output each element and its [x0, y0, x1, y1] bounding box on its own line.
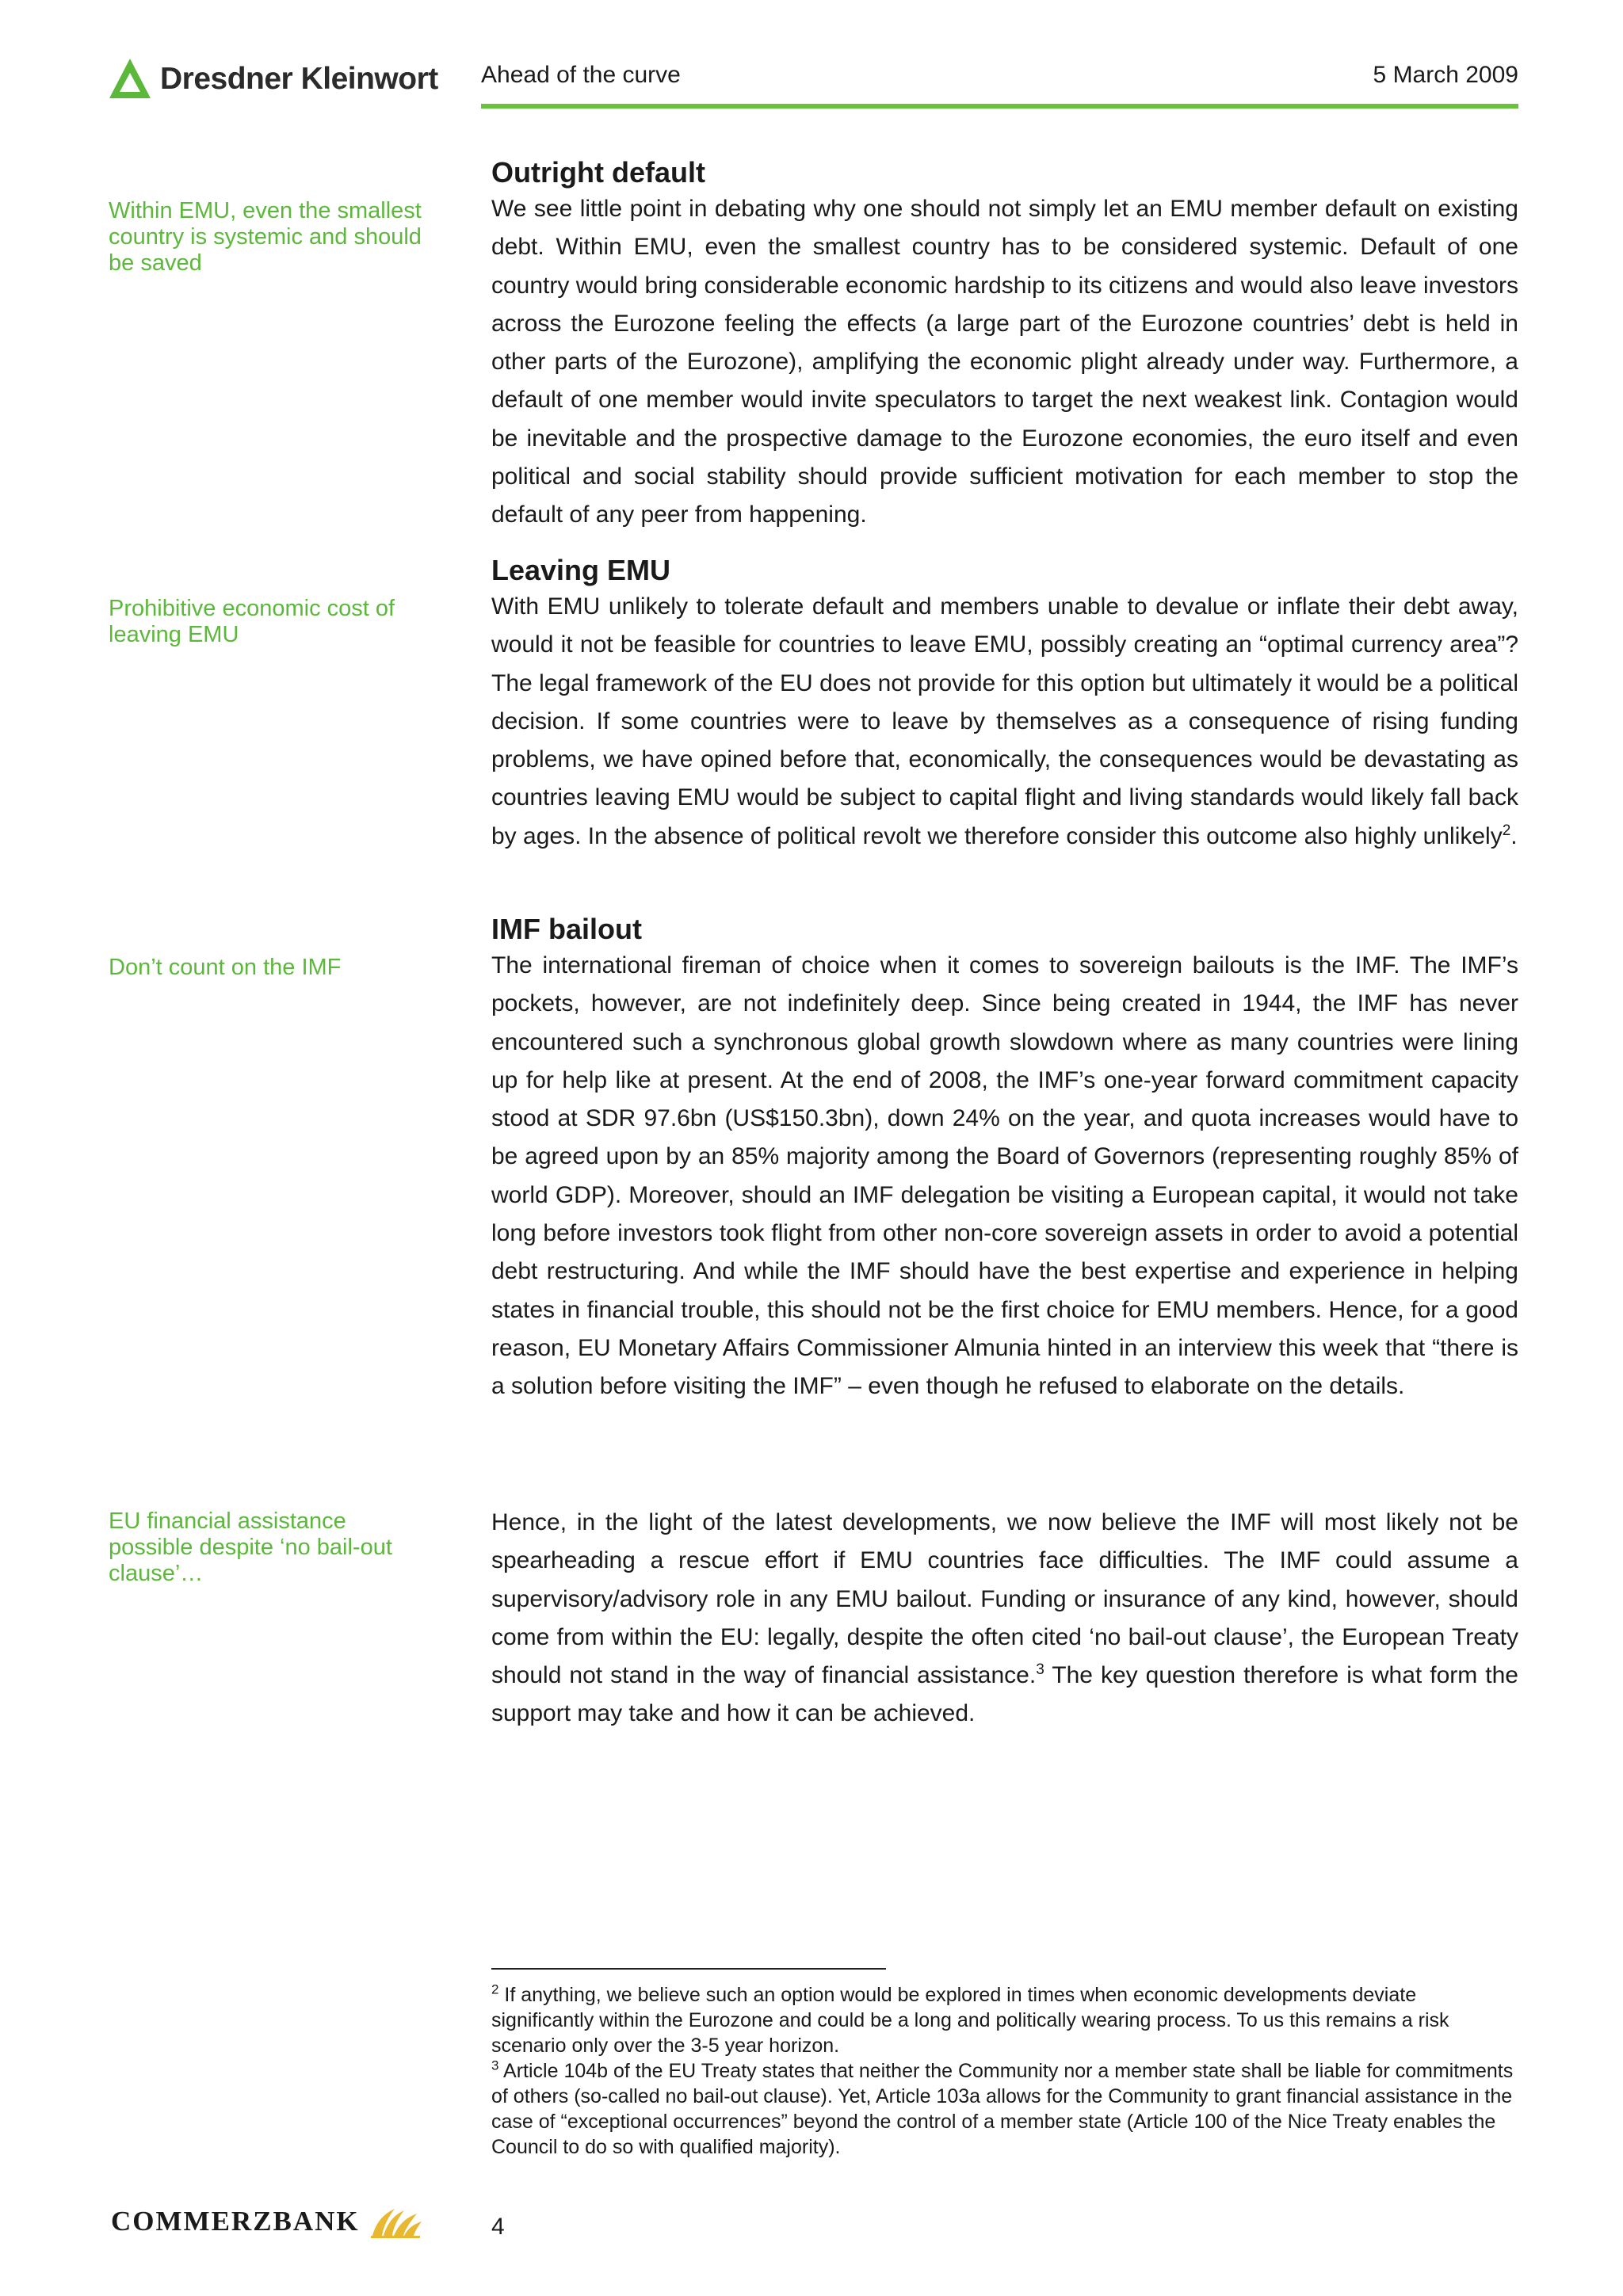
footnote-ref[interactable]: 3 — [1036, 1661, 1044, 1679]
commerzbank-ribbon-icon — [368, 2204, 423, 2239]
footnote-item — [491, 1982, 1518, 2058]
section-leaving-emu — [491, 553, 1518, 856]
footnote-text: If anything, we believe such an option would be explored in times when economic developments deviate significantly within the Eurozone and could be a long and politically wearing process. To us this remains a risk scenario only over the 3-5 year horizon. — [491, 1984, 1449, 2057]
document-title: Ahead of the curve — [481, 62, 681, 88]
brand-name: Dresdner Kleinwort — [160, 62, 438, 96]
body-text-end: The key question therefore is what form the support may take and how it can be achieved. — [491, 1662, 1518, 1727]
sidenote-systemic: Within EMU, even the smallest country is systemic and should be saved — [109, 198, 422, 276]
document-date: 5 March 2009 — [1373, 62, 1518, 88]
body-text: With EMU unlikely to tolerate default and members unable to devalue or inflate their debt away, would it not be feasible for countries to leave EMU, possibly creating an “optimal currency area”? The legal framework of the EU does not provide for this option but ultimately it would be a political decision. If some countries were to leave by themselves as a consequence of rising funding problems, we have opined before that, economically, the consequences would be devastating as countries leaving EMU would be subject to capital flight and living standards would likely fall back by ages. In the absence of political revolt we therefore consider this outcome also highly unlikely — [491, 593, 1518, 849]
body-text: Hence, in the light of the latest developments, we now believe the IMF will most likely not be spearheading a rescue effort if EMU countries face difficulties. The IMF could assume a supervisory/advisory role in any EMU bailout. Funding or insurance of any kind, however, should come from within the EU: legally, despite the often cited ‘no bail-out clause’, the European Treaty should not stand in the way of financial assistance. — [491, 1509, 1518, 1689]
section-body — [491, 588, 1518, 856]
footnote-item — [491, 2058, 1518, 2160]
sidenote-imf: Don’t count on the IMF — [109, 955, 342, 980]
page-number: 4 — [491, 2214, 505, 2240]
header-divider — [481, 104, 1518, 109]
section-body — [491, 1504, 1518, 1733]
section-imf-bailout — [491, 912, 1518, 1406]
sidenote-leaving-emu: Prohibitive economic cost of leaving EMU — [109, 596, 395, 647]
footnote-number: 3 — [491, 2058, 499, 2073]
section-heading: Outright default — [491, 156, 705, 189]
commerzbank-logo — [111, 2204, 423, 2239]
body-text-end: . — [1510, 822, 1518, 849]
section-heading: Leaving EMU — [491, 554, 671, 586]
dresdner-kleinwort-logo — [108, 57, 438, 101]
dresdner-logo-icon — [108, 57, 152, 101]
section-eu-assistance — [491, 1504, 1518, 1733]
section-body: We see little point in debating why one should not simply let an EMU member default on existing debt. Within EMU, even the smallest country has to be considered systemic. Default of one country would bring considerable economic hardship to its citizens and would also leave investors across the Eurozone feeling the effects (a large part of the Eurozone countries’ debt is held in other parts of the Eurozone), amplifying the economic plight already under way. Furthermore, a default of one member would invite speculators to target the next weakest link. Contagion would be inevitable and the prospective damage to the Eurozone economies, the euro itself and even political and social stability should provide sufficient motivation for each member to stop the default of any peer from happening. — [491, 196, 1518, 528]
section-heading: IMF bailout — [491, 913, 642, 945]
sidenote-eu-assistance: EU financial assistance possible despite ‘no bail-out clause’… — [109, 1508, 392, 1586]
footnotes — [491, 1982, 1518, 2160]
footnote-ref[interactable]: 2 — [1502, 822, 1511, 839]
footnote-text: Article 104b of the EU Treaty states that neither the Community nor a member state shall be liable for commitments of others (so-called no bail-out clause). Yet, Article 103a allows for the Community to grant financial assistance in the case of “exceptional occurrences” beyond the control of a member state (Article 100 of the Nice Treaty enables the Council to do so with qualified majority). — [491, 2060, 1514, 2158]
section-outright-default — [491, 155, 1518, 535]
section-body: The international fireman of choice when it comes to sovereign bailouts is the IMF. The IMF’s pockets, however, are not indefinitely deep. Since being created in 1944, the IMF has never encountered such a synchronous global growth slowdown where as many countries were lining up for help like at present. At the end of 2008, the IMF’s one-year forward commitment capacity stood at SDR 97.6bn (US$150.3bn), down 24% on the year, and quota increases would have to be agreed upon by an 85% majority among the Board of Governors (representing roughly 85% of world GDP). Moreover, should an IMF delegation be visiting a European capital, it would not take long before investors took flight from other non-core sovereign assets in order to avoid a potential debt restructuring. And while the IMF should have the best expertise and experience in helping states in financial trouble, this should not be the first choice for EMU members. Hence, for a good reason, EU Monetary Affairs Commissioner Almunia hinted in an interview this week that “there is a solution before visiting the IMF” – even though he refused to elaborate on the details. — [491, 952, 1518, 1400]
footnote-number: 2 — [491, 1981, 499, 1997]
footnote-divider — [491, 1968, 886, 1970]
commerzbank-wordmark: COMMERZBANK — [111, 2206, 360, 2237]
